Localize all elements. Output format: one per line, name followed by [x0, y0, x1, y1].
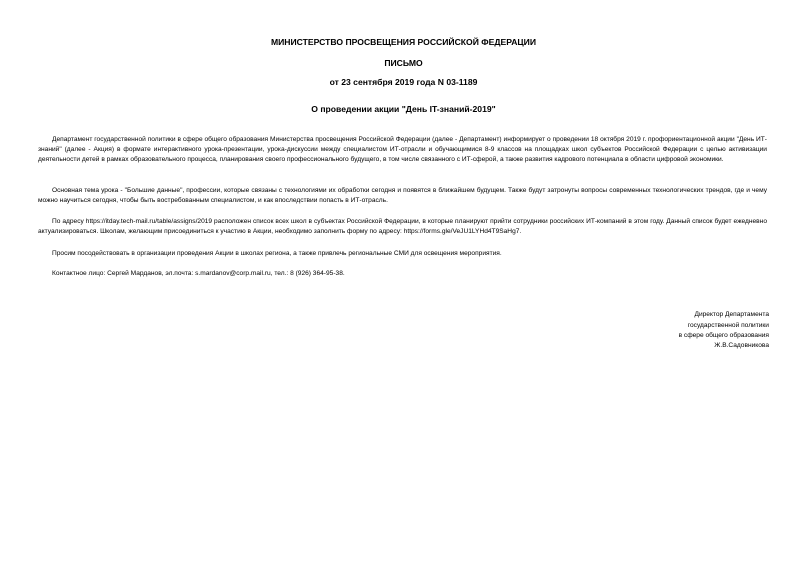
signature-title: Директор Департамента: [694, 311, 769, 318]
paragraph-topic: Основная тема урока - "Большие данные", профессии, которые связаны с технологиями их обработки сегодня и появятся в ближайшем будущем. Также будут затронуты вопросы современных технологических трендов, где и чему можно научиться сегодня, чтобы быть востребованным специалистом, и как впоследствии попасть в ИТ-отрасль.: [38, 187, 767, 204]
document-type: ПИСЬМО: [384, 58, 423, 68]
signature-department-line: государственной политики: [687, 322, 769, 329]
ministry-heading: МИНИСТЕРСТВО ПРОСВЕЩЕНИЯ РОССИЙСКОЙ ФЕДЕРАЦИИ: [270, 37, 537, 47]
paragraph-links: По адресу https://itday.tech-mail.ru/table/assigns/2019 расположен список всех школ в субъектах Российской Федерации, в которые планируют прийти сотрудники российских ИТ-компаний в этом году. Данный список будет ежедневно актуализироваться. Школам, желающим присоединиться к участию в Акции, необходимо заполнить форму по адресу: https://forms.gle/VeJU1LYHd4T9SaHg7.: [38, 218, 767, 235]
paragraph-intro: Департамент государственной политики в сфере общего образования Министерства просвещения Российской Федерации (далее - Департамент) информирует о проведении 18 октября 2019 г. профориентационной акции "День ИТ-знаний" (далее - Акция) в формате интерактивного урока-презентации, урока-дискуссии между специалистом ИТ-отрасли и обучающимися 8-9 классов на площадках школ субъектов Российской Федерации с целью активизации деятельности детей в рамках образовательного процесса, планирования своего профессионального будущего, в том числе связанного с ИТ-сферой, а также развития кадрового потенциала в области цифровой экономики.: [38, 136, 767, 163]
signature-department-area: в сфере общего образования: [678, 332, 769, 339]
paragraph-contact: Контактное лицо: Сергей Марданов, эл.почта: s.mardanov@corp.mail.ru, тел.: 8 (926) 364-95-38.: [52, 270, 345, 277]
signature-name: Ж.В.Садовникова: [714, 342, 769, 349]
paragraph-request: Просим посодействовать в организации проведения Акции в школах региона, а также привлечь региональные СМИ для освещения мероприятия.: [52, 250, 502, 257]
document-subject: О проведении акции "День IT-знаний-2019": [311, 104, 496, 114]
document-date-number: от 23 сентября 2019 года N 03-1189: [329, 77, 478, 87]
